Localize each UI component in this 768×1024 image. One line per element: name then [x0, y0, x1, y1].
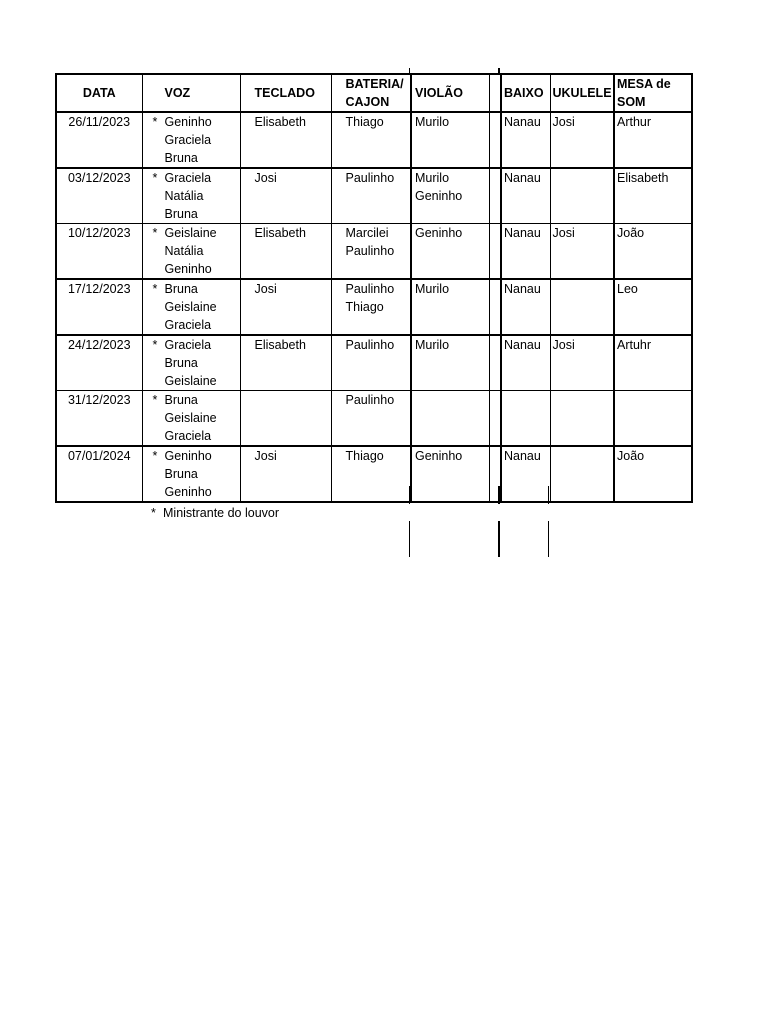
table-row: [56, 112, 692, 168]
cell-violao: Murilo: [411, 279, 489, 335]
header-row: [56, 74, 692, 112]
cell-spacer: [489, 112, 501, 168]
leader-asterisk: *: [152, 226, 158, 240]
cell-baixo: Nanau: [501, 335, 550, 391]
cell-date: 17/12/2023: [56, 279, 142, 335]
leader-asterisk: *: [152, 171, 158, 185]
cell-bateria-cajon: Paulinho Thiago: [331, 279, 411, 335]
leader-asterisk: *: [152, 115, 158, 129]
footnote-asterisk: *: [151, 506, 156, 520]
cell-mesa-de-som: Arthur: [614, 112, 692, 168]
cell-spacer: [489, 168, 501, 224]
cell-voz: * Graciela Bruna Geislaine: [142, 335, 240, 391]
cell-violao: Murilo: [411, 112, 489, 168]
cell-violao: Geninho: [411, 446, 489, 502]
worship-schedule-table: [55, 73, 693, 503]
column-rule-baixo-top: [498, 68, 500, 74]
cell-spacer: [489, 335, 501, 391]
column-rule-baixo-lower: [498, 486, 500, 504]
cell-baixo: Nanau: [501, 279, 550, 335]
cell-voz: * Geislaine Natália Geninho: [142, 224, 240, 280]
column-rule-violao-bottom: [409, 521, 410, 557]
cell-teclado: Elisabeth: [240, 335, 331, 391]
header-baixo: BAIXO: [501, 74, 550, 112]
footnote: [151, 504, 279, 522]
cell-bateria-cajon: Thiago: [331, 112, 411, 168]
cell-date: 03/12/2023: [56, 168, 142, 224]
cell-ukulele: [550, 446, 614, 502]
cell-mesa-de-som: Leo: [614, 279, 692, 335]
cell-ukulele: [550, 279, 614, 335]
cell-violao: Murilo Geninho: [411, 168, 489, 224]
cell-date: 24/12/2023: [56, 335, 142, 391]
table-row: [56, 279, 692, 335]
cell-violao: Murilo: [411, 335, 489, 391]
cell-baixo: Nanau: [501, 446, 550, 502]
header-teclado: TECLADO: [240, 74, 331, 112]
cell-teclado: Josi: [240, 446, 331, 502]
cell-mesa-de-som: Artuhr: [614, 335, 692, 391]
cell-mesa-de-som: João: [614, 224, 692, 280]
cell-spacer: [489, 391, 501, 447]
column-rule-violao-lower: [409, 486, 410, 504]
header-data: DATA: [56, 74, 142, 112]
leader-asterisk: *: [152, 393, 158, 407]
cell-bateria-cajon: Paulinho: [331, 335, 411, 391]
cell-baixo: [501, 391, 550, 447]
cell-bateria-cajon: Paulinho: [331, 391, 411, 447]
column-rule-baixo-bottom: [498, 521, 500, 557]
cell-date: 31/12/2023: [56, 391, 142, 447]
cell-mesa-de-som: João: [614, 446, 692, 502]
cell-violao: Geninho: [411, 224, 489, 280]
header-voz: VOZ: [142, 74, 240, 112]
table-row: [56, 391, 692, 447]
cell-teclado: Elisabeth: [240, 224, 331, 280]
cell-teclado: Josi: [240, 279, 331, 335]
cell-voz: * Geninho Bruna Geninho: [142, 446, 240, 502]
header-violao: VIOLÃO: [411, 74, 489, 112]
cell-spacer: [489, 279, 501, 335]
cell-baixo: Nanau: [501, 168, 550, 224]
cell-spacer: [489, 224, 501, 280]
cell-date: 10/12/2023: [56, 224, 142, 280]
cell-teclado: Elisabeth: [240, 112, 331, 168]
column-rule-ukulele-lower: [548, 486, 549, 504]
column-rule-ukulele-bottom: [548, 521, 549, 557]
footnote-text: Ministrante do louvor: [163, 506, 280, 520]
cell-mesa-de-som: Elisabeth: [614, 168, 692, 224]
cell-ukulele: Josi: [550, 112, 614, 168]
cell-ukulele: [550, 391, 614, 447]
header-mesa-de-som: MESA de SOM: [614, 74, 692, 112]
cell-voz: * Geninho Graciela Bruna: [142, 112, 240, 168]
cell-violao: [411, 391, 489, 447]
cell-bateria-cajon: Thiago: [331, 446, 411, 502]
header-bateria-cajon: BATERIA/ CAJON: [331, 74, 411, 112]
leader-asterisk: *: [152, 338, 158, 352]
table-row: [56, 446, 692, 502]
cell-teclado: [240, 391, 331, 447]
cell-ukulele: Josi: [550, 335, 614, 391]
cell-ukulele: Josi: [550, 224, 614, 280]
cell-baixo: Nanau: [501, 112, 550, 168]
header-spacer: [489, 74, 501, 112]
table-row: [56, 224, 692, 280]
header-ukulele: UKULELE: [550, 74, 614, 112]
table-row: [56, 335, 692, 391]
cell-voz: * Graciela Natália Bruna: [142, 168, 240, 224]
cell-date: 26/11/2023: [56, 112, 142, 168]
cell-bateria-cajon: Marcilei Paulinho: [331, 224, 411, 280]
cell-voz: * Bruna Geislaine Graciela: [142, 391, 240, 447]
leader-asterisk: *: [152, 282, 158, 296]
cell-baixo: Nanau: [501, 224, 550, 280]
cell-date: 07/01/2024: [56, 446, 142, 502]
cell-ukulele: [550, 168, 614, 224]
cell-teclado: Josi: [240, 168, 331, 224]
column-rule-violao-top: [409, 68, 410, 74]
table-row: [56, 168, 692, 224]
cell-mesa-de-som: [614, 391, 692, 447]
leader-asterisk: *: [152, 449, 158, 463]
cell-bateria-cajon: Paulinho: [331, 168, 411, 224]
cell-voz: * Bruna Geislaine Graciela: [142, 279, 240, 335]
